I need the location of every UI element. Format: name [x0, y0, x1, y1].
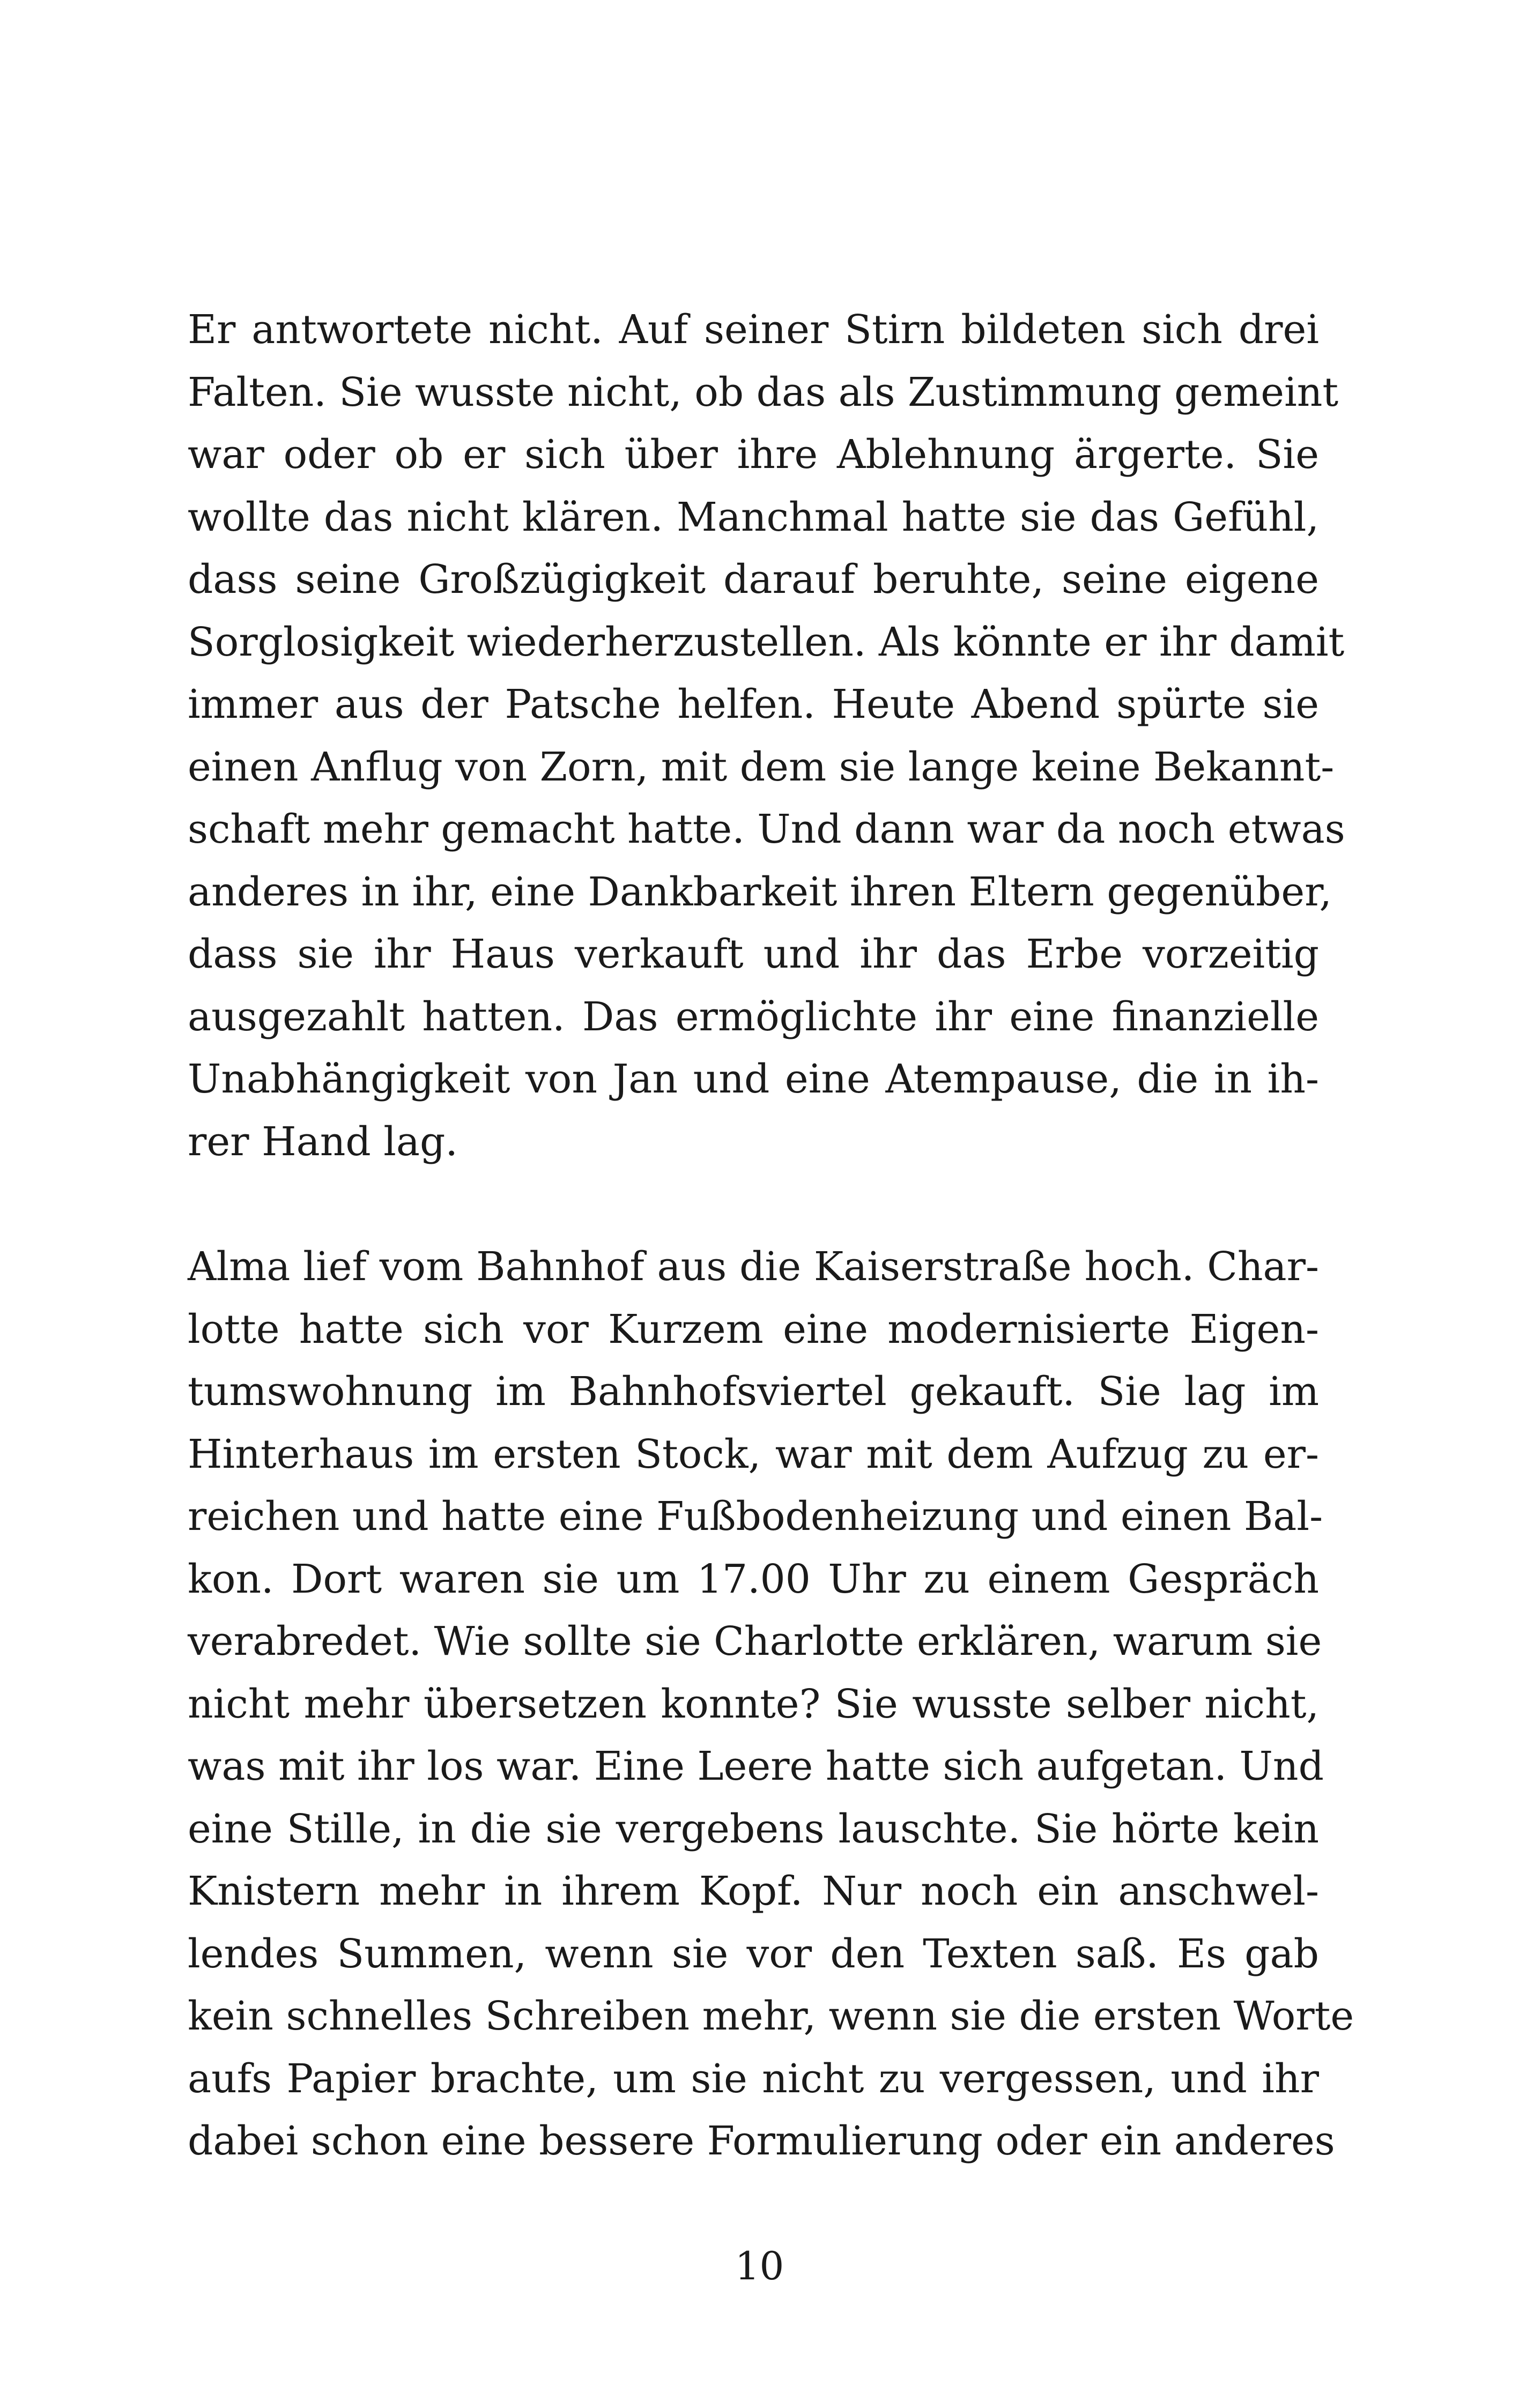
text-line: rer Hand lag. — [188, 1118, 458, 1165]
text-line: Knistern mehr in ihrem Kopf. Nur noch ein anschwel- — [188, 1868, 1319, 1914]
text-line: dabei schon eine bessere Formulierung oder ein anderes — [188, 2118, 1335, 2164]
paragraph-1 — [188, 299, 1345, 1173]
text-line: einen Anflug von Zorn, mit dem sie lange keine Bekannt- — [188, 744, 1335, 790]
text-line: ausgezahlt hatten. Das ermöglichte ihr eine finanzielle — [188, 993, 1319, 1040]
text-line: lendes Summen, wenn sie vor den Texten saß. Es gab — [188, 1930, 1319, 1977]
text-line: verabredet. Wie sollte sie Charlotte erklären, warum sie — [188, 1618, 1322, 1664]
text-line: kon. Dort waren sie um 17.00 Uhr zu einem Gespräch — [188, 1556, 1319, 1602]
paragraph-2 — [188, 1236, 1354, 2173]
text-line: schaft mehr gemacht hatte. Und dann war da noch etwas — [188, 806, 1345, 852]
text-line: war oder ob er sich über ihre Ablehnung ärgerte. Sie — [188, 432, 1319, 478]
text-line: dass seine Großzügigkeit darauf beruhte, seine eigene — [188, 556, 1319, 603]
text-line: eine Stille, in die sie vergebens lauschte. Sie hörte kein — [188, 1805, 1319, 1852]
text-line: nicht mehr übersetzen konnte? Sie wusste selber nicht, — [188, 1681, 1319, 1727]
text-line: Sorglosigkeit wiederherzustellen. Als könnte er ihr damit — [188, 619, 1345, 665]
text-line: lotte hatte sich vor Kurzem eine modernisierte Eigen- — [188, 1306, 1319, 1352]
text-line: anderes in ihr, eine Dankbarkeit ihren Eltern gegenüber, — [188, 868, 1332, 915]
text-line: reichen und hatte eine Fußbodenheizung und einen Bal- — [188, 1493, 1323, 1540]
text-line: Alma lief vom Bahnhof aus die Kaiserstraße hoch. Char- — [188, 1244, 1319, 1290]
text-line: Unabhängigkeit von Jan und eine Atempause, die in ih- — [188, 1056, 1319, 1102]
text-line: immer aus der Patsche helfen. Heute Abend spürte sie — [188, 681, 1319, 727]
text-line: aufs Papier brachte, um sie nicht zu vergessen, und ihr — [188, 2055, 1319, 2102]
text-line: Er antwortete nicht. Auf seiner Stirn bildeten sich drei — [188, 307, 1319, 353]
text-line: Hinterhaus im ersten Stock, war mit dem Aufzug zu er- — [188, 1431, 1319, 1477]
text-line: tumswohnung im Bahnhofsviertel gekauft. Sie lag im — [188, 1369, 1319, 1415]
text-line: dass sie ihr Haus verkauft und ihr das Erbe vorzeitig — [188, 931, 1319, 977]
text-line: Falten. Sie wusste nicht, ob das als Zustimmung gemeint — [188, 369, 1339, 415]
text-line: was mit ihr los war. Eine Leere hatte sich aufgetan. Und — [188, 1743, 1324, 1789]
text-line: wollte das nicht klären. Manchmal hatte sie das Gefühl, — [188, 494, 1319, 540]
text-line: kein schnelles Schreiben mehr, wenn sie die ersten Worte — [188, 1993, 1354, 2039]
page-number: 10 — [735, 2243, 784, 2288]
